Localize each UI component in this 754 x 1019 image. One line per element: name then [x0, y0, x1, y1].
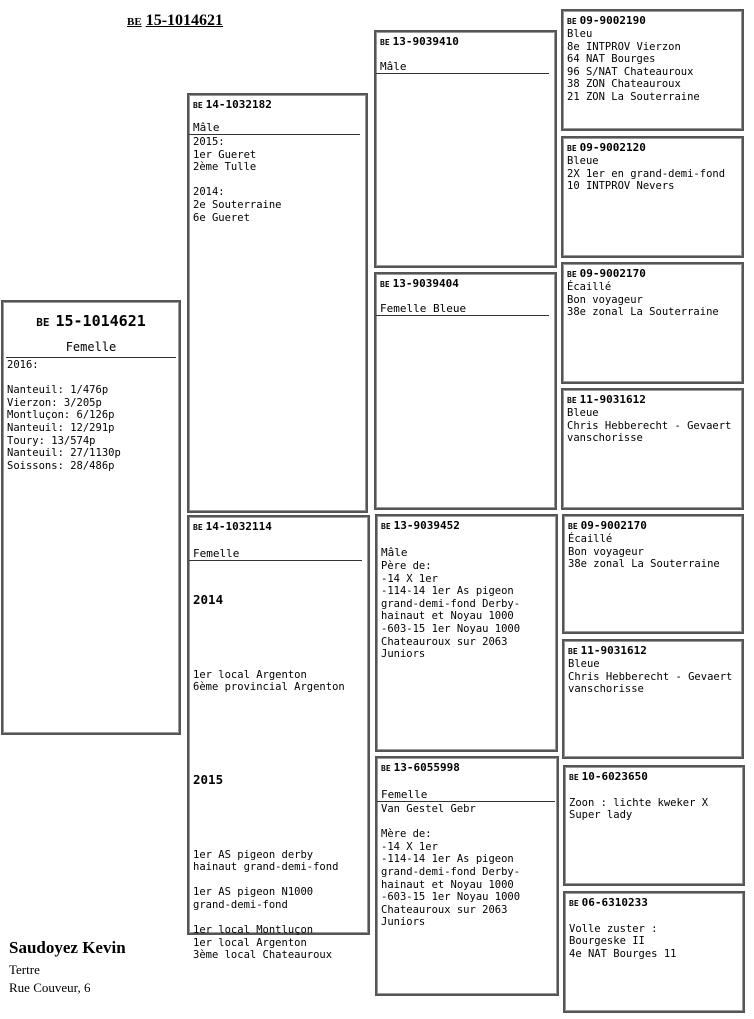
- dam-ring: [189, 517, 368, 533]
- ss-ring: [376, 32, 555, 48]
- sire-ring-number: 14-1032182: [205, 98, 272, 111]
- g1-country-prefix: BE: [567, 17, 577, 26]
- g7-country-prefix: BE: [569, 773, 579, 782]
- sire-results: 2015: 1er Gueret 2ème Tulle 2014: 2e Souterraine 6e Gueret: [193, 136, 282, 224]
- ss-notes: [376, 74, 555, 75]
- ds-notes: Père de: -14 X 1er -114-14 1er As pigeon grand-demi-fond Derby- hainaut et Noyau 1000 -603-15 1er Noyau 1000 Chateauroux sur 2063 Juniors: [381, 560, 521, 661]
- dam-year-2014: 2014: [193, 592, 224, 608]
- dam-results-2015: 1er AS pigeon derby hainaut grand-demi-fond 1er AS pigeon N1000 grand-demi-fond 1er local Montluçon 1er local Argenton 3ème local Chateauroux: [193, 848, 339, 962]
- sire-sire-card: [374, 30, 557, 268]
- g3-ring: [563, 264, 742, 280]
- page-title: [127, 12, 223, 30]
- sd-notes: [376, 316, 555, 317]
- g5-ring-number: 09-9002170: [580, 519, 647, 532]
- dam-country-prefix: BE: [193, 523, 203, 532]
- ds-ring: [377, 516, 556, 532]
- main-ring-number: 15-1014621: [55, 312, 146, 330]
- g7-ring: [565, 767, 743, 783]
- dd-notes: Van Gestel Gebr Mère de: -14 X 1er -114-14 1er As pigeon grand-demi-fond Derby- hainaut et Noyau 1000 -603-15 1er Noyau 1000 Chateauroux sur 2063 Juniors: [381, 803, 521, 929]
- g7-ring-number: 10-6023650: [581, 770, 648, 783]
- gg-card-2: [561, 136, 744, 258]
- g4-ring-number: 11-9031612: [579, 393, 646, 406]
- title-ring-number: 15-1014621: [145, 12, 224, 29]
- gg-card-8: [563, 891, 745, 1013]
- dam-dam-card: [375, 756, 559, 996]
- dam-year-2015: 2015: [193, 772, 224, 788]
- g2-ring: [563, 138, 742, 154]
- owner-name: Saudoyez Kevin: [9, 938, 126, 957]
- gg-card-4: [561, 388, 744, 510]
- g4-notes: Bleue Chris Hebberecht - Gevaert vanschorisse: [567, 407, 732, 445]
- sd-ring: [376, 274, 555, 290]
- g6-ring-number: 11-9031612: [580, 644, 647, 657]
- ss-country-prefix: BE: [380, 38, 390, 47]
- gg-card-5: [562, 514, 744, 634]
- sire-ring: [189, 95, 366, 111]
- gg-card-6: [562, 639, 744, 759]
- main-results: 2016: Nanteuil: 1/476p Vierzon: 3/205p Montluçon: 6/126p Nanteuil: 12/291p Toury: 13/574p Nanteuil: 27/1130p Soissons: 28/486p: [7, 359, 121, 472]
- g8-ring: [565, 893, 743, 909]
- dam-sex: Femelle: [189, 533, 362, 561]
- main-ring-header: [3, 302, 179, 330]
- sd-sex: Femelle Bleue: [376, 290, 549, 316]
- sire-sex: Mâle: [189, 111, 360, 135]
- dam-results-2014: 1er local Argenton 6ème provincial Argenton: [193, 668, 345, 694]
- g1-notes: Bleu 8e INTPROV Vierzon 64 NAT Bourges 96 S/NAT Chateauroux 38 ZON Chateauroux 21 ZON La Souterraine: [567, 28, 700, 103]
- g2-ring-number: 09-9002120: [579, 141, 646, 154]
- title-country-prefix: BE: [127, 16, 142, 28]
- sd-ring-number: 13-9039404: [392, 277, 459, 290]
- g6-ring: [564, 641, 742, 657]
- ds-sex: Mâle: [381, 546, 408, 559]
- g4-ring: [563, 390, 742, 406]
- g5-country-prefix: BE: [568, 522, 578, 531]
- dam-ring-number: 14-1032114: [205, 520, 272, 533]
- g3-country-prefix: BE: [567, 270, 577, 279]
- g3-notes: Écaillé Bon voyageur 38e zonal La Souterraine: [567, 281, 719, 319]
- g4-country-prefix: BE: [567, 396, 577, 405]
- g8-notes: Volle zuster : Bourgeske II 4e NAT Bourges 11: [569, 922, 677, 960]
- dd-sex: Femelle: [377, 774, 555, 802]
- ds-country-prefix: BE: [381, 522, 391, 531]
- owner-block: [9, 938, 126, 997]
- ds-ring-number: 13-9039452: [393, 519, 460, 532]
- gg-card-3: [561, 262, 744, 384]
- owner-line-1: Tertre: [9, 962, 40, 977]
- sire-country-prefix: BE: [193, 101, 203, 110]
- gg-card-1: [561, 9, 744, 131]
- gg-card-7: [563, 765, 745, 886]
- dd-ring: [377, 758, 557, 774]
- g6-country-prefix: BE: [568, 647, 578, 656]
- owner-line-2: Rue Couveur, 6: [9, 980, 91, 995]
- main-country-prefix: BE: [36, 316, 50, 329]
- g1-ring: [563, 11, 742, 27]
- dd-ring-number: 13-6055998: [393, 761, 460, 774]
- ss-sex: Mâle: [376, 48, 549, 74]
- g5-notes: Écaillé Bon voyageur 38e zonal La Souterraine: [568, 533, 720, 571]
- g7-notes: Zoon : lichte kweker X Super lady: [569, 796, 709, 822]
- g3-ring-number: 09-9002170: [579, 267, 646, 280]
- sire-dam-card: [374, 272, 557, 510]
- g2-notes: Bleue 2X 1er en grand-demi-fond 10 INTPROV Nevers: [567, 155, 726, 193]
- main-sex: Femelle: [6, 330, 176, 358]
- ss-ring-number: 13-9039410: [392, 35, 459, 48]
- main-pigeon-card: [1, 300, 181, 735]
- dd-country-prefix: BE: [381, 764, 391, 773]
- dam-sire-card: [375, 514, 558, 752]
- g1-ring-number: 09-9002190: [579, 14, 646, 27]
- g2-country-prefix: BE: [567, 144, 577, 153]
- g8-country-prefix: BE: [569, 899, 579, 908]
- g6-notes: Bleue Chris Hebberecht - Gevaert vanschorisse: [568, 658, 733, 696]
- g8-ring-number: 06-6310233: [581, 896, 648, 909]
- dam-card: [187, 515, 370, 962]
- g5-ring: [564, 516, 742, 532]
- sd-country-prefix: BE: [380, 280, 390, 289]
- sire-card: [187, 93, 368, 513]
